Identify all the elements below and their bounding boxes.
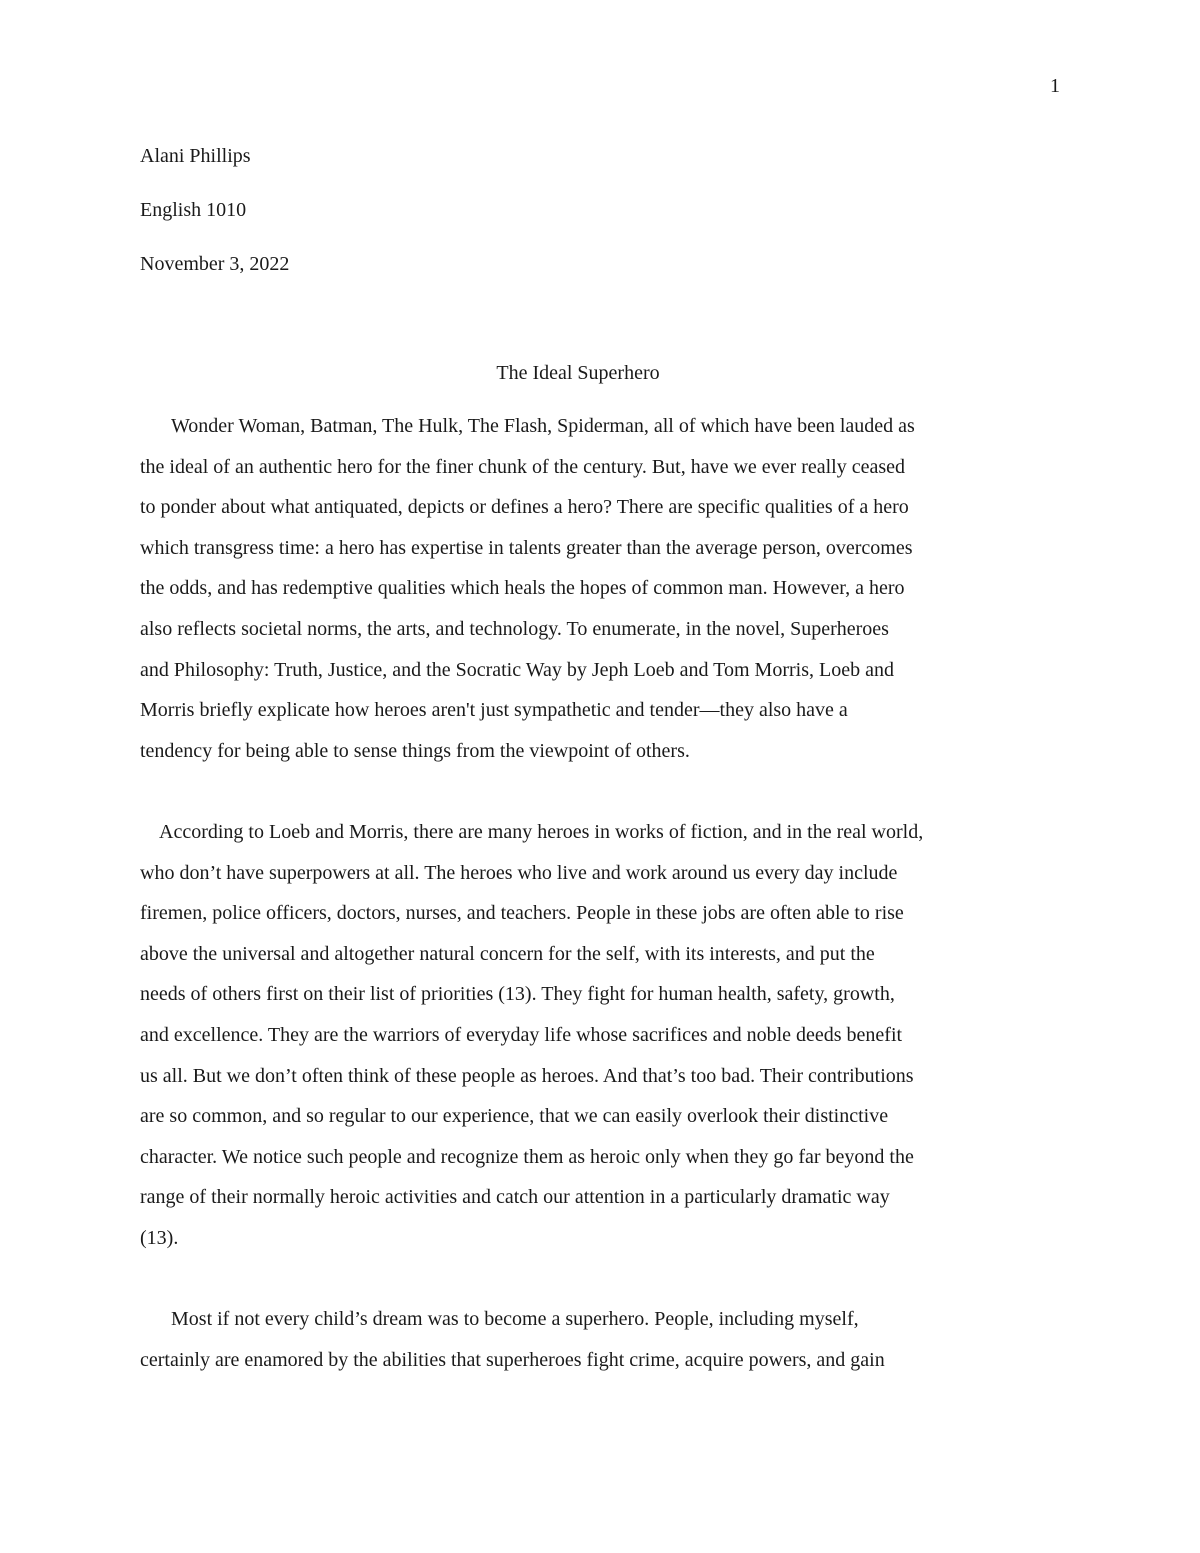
text-line: firemen, police officers, doctors, nurses, and teachers. People in these jobs are often able to rise — [140, 902, 904, 925]
text-line: who don’t have superpowers at all. The heroes who live and work around us every day include — [140, 861, 898, 884]
text-line: to ponder about what antiquated, depicts or defines a hero? There are specific qualities of a hero — [140, 496, 909, 519]
text-line: Most if not every child’s dream was to become a superhero. People, including myself, — [171, 1308, 859, 1330]
text-line: (13). — [140, 1226, 179, 1249]
text-line: which transgress time: a hero has expertise in talents greater than the average person, overcomes — [140, 536, 913, 559]
text-line: According to Loeb and Morris, there are many heroes in works of fiction, and in the real world, — [159, 821, 924, 843]
paragraph — [140, 414, 1060, 779]
text-line: the ideal of an authentic hero for the finer chunk of the century. But, have we ever really ceased — [140, 455, 906, 478]
course-name: English 1010 — [140, 199, 247, 221]
date-line: November 3, 2022 — [140, 253, 290, 275]
page-number: 1 — [1050, 75, 1060, 97]
text-line: are so common, and so regular to our experience, that we can easily overlook their distinctive — [140, 1105, 889, 1128]
text-line: range of their normally heroic activities and catch our attention in a particularly dramatic way — [140, 1186, 890, 1209]
text-line: needs of others first on their list of priorities (13). They fight for human health, safety, growth, — [140, 983, 895, 1006]
text-line: Wonder Woman, Batman, The Hulk, The Flash, Spiderman, all of which have been lauded as — [171, 415, 915, 437]
text-line: above the universal and altogether natural concern for the self, with its interests, and put the — [140, 942, 875, 965]
text-line: Morris briefly explicate how heroes aren't just sympathetic and tender—they also have a — [140, 699, 848, 722]
author-name: Alani Phillips — [140, 145, 251, 167]
text-line: also reflects societal norms, the arts, and technology. To enumerate, in the novel, Superheroes — [140, 617, 889, 640]
text-line: us all. But we don’t often think of these people as heroes. And that’s too bad. Their contributions — [140, 1064, 914, 1087]
text-line: tendency for being able to sense things from the viewpoint of others. — [140, 739, 690, 762]
text-line: and Philosophy: Truth, Justice, and the Socratic Way by Jeph Loeb and Tom Morris, Loeb and — [140, 658, 894, 681]
essay-title: The Ideal Superhero — [496, 362, 660, 384]
paragraph — [140, 820, 1060, 1267]
paragraph — [140, 1307, 1060, 1388]
text-line: character. We notice such people and recognize them as heroic only when they go far beyond the — [140, 1145, 914, 1168]
text-line: certainly are enamored by the abilities that superheroes fight crime, acquire powers, and gain — [140, 1348, 885, 1371]
text-line: the odds, and has redemptive qualities which heals the hopes of common man. However, a hero — [140, 577, 905, 600]
text-line: and excellence. They are the warriors of everyday life whose sacrifices and noble deeds benefit — [140, 1023, 903, 1046]
